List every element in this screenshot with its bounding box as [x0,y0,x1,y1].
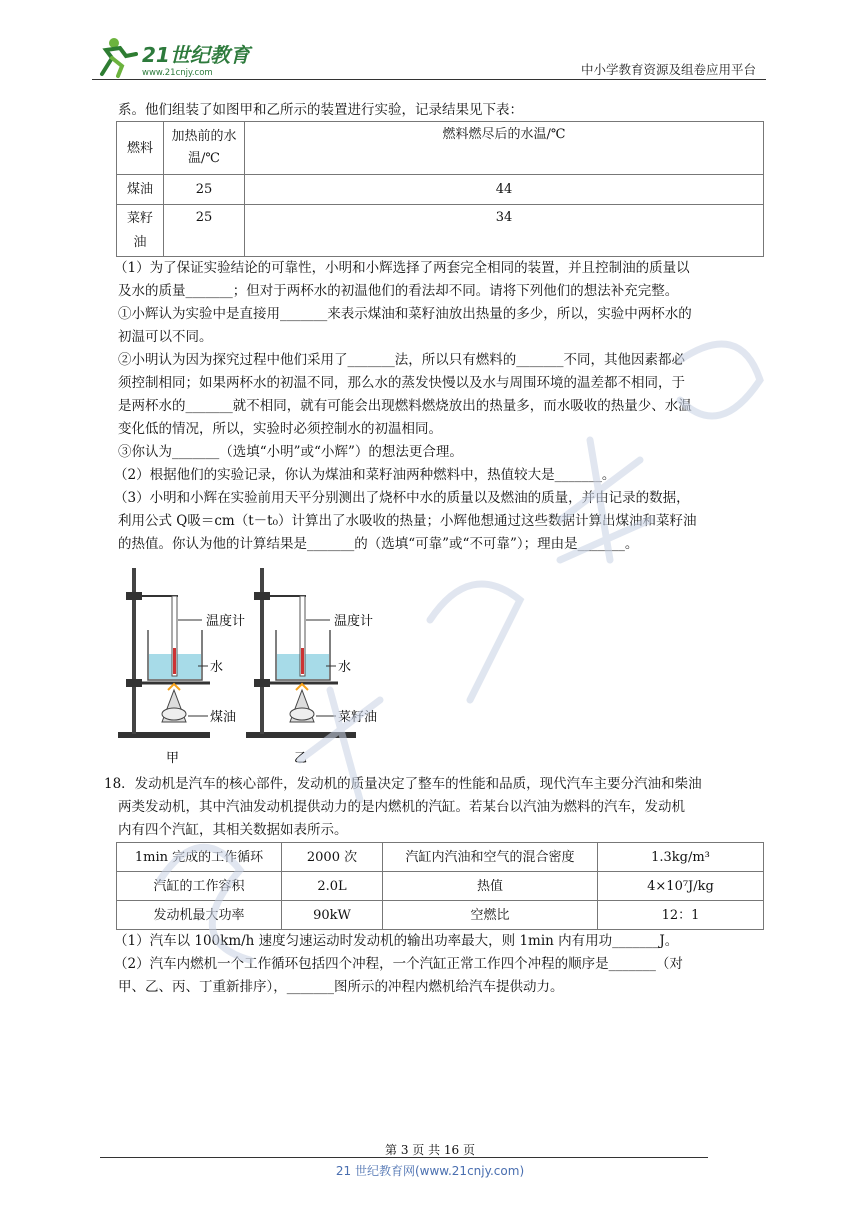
table-header-cell: 燃料燃尽后的水温/℃ [245,122,764,175]
q18-part2-line2: 甲、乙、丙、丁重新排序），_______图所示的冲程内燃机给汽车提供动力。 [118,979,564,995]
q17-opinion2-line1: ②小明认为因为探究过程中他们采用了_______法，所以只有燃料的_______不同，其他因素都必 [118,352,685,368]
table-cell: 90kW [282,901,383,930]
table-cell: 25 [164,175,245,205]
header-rule [92,79,766,80]
q18-line1: 18．发动机是汽车的核心部件，发动机的质量决定了整车的性能和品质，现代汽车主要分汽油和柴油 [104,776,702,792]
table-cell: 25 [164,205,245,257]
fuel-table [116,121,764,257]
label-water-left: 水 [210,660,224,675]
caption-left: 甲 [166,751,180,766]
label-fuel-right: 菜籽油 [338,710,378,725]
table-cell: 1.3kg/m³ [598,843,764,872]
site-logo [92,34,262,80]
label-thermometer-left: 温度计 [206,614,246,629]
label-water-right: 水 [338,660,352,675]
q17-opinion2-line4: 变化低的情况，所以，实验时必须控制水的初温相同。 [118,421,442,437]
q18-part1: （1）汽车以 100km/h 速度匀速运动时发动机的输出功率最大，则 1min 内有用功_______J。 [114,933,679,949]
table-cell: 2000 次 [282,843,383,872]
q18-line3: 内有四个汽缸，其相关数据如表所示。 [118,822,348,838]
apparatus-left [118,568,210,738]
q17-opinion2-line2: 须控制相同；如果两杯水的初温不同，那么水的蒸发快慢以及水与周围环境的温差都不相同，于 [118,375,685,391]
footer-site: 21 世纪教育网(www.21cnjy.com) [335,1164,525,1178]
table-cell: 44 [245,175,764,205]
table-cell: 热值 [383,872,598,901]
table-cell: 2.0L [282,872,383,901]
table-cell: 34 [245,205,764,257]
svg-text:21世纪教育: 21世纪教育 [142,43,250,67]
q17-part3-line3: 的热值。你认为他的计算结果是_______的（选填“可靠”或“不可靠”）；理由是_______。 [118,536,639,552]
table-header-cell: 燃料 [117,122,164,175]
table-cell: 12：1 [598,901,764,930]
table-cell: 空燃比 [383,901,598,930]
q17-opinion1-line2: 初温可以不同。 [118,329,213,345]
engine-table [116,842,764,930]
q17-opinion3: ③你认为_______（选填“小明”或“小辉”）的想法更合理。 [118,444,463,460]
q17-opinion2-line3: 是两杯水的_______就不相同，就有可能会出现燃料燃烧放出的热量多，而水吸收的热量少、水温 [118,398,692,414]
table-header-cell: 加热前的水 温/℃ [164,122,245,175]
table-cell: 1min 完成的工作循环 [117,843,282,872]
label-thermometer-right: 温度计 [334,614,374,629]
footer-rule [100,1157,708,1158]
q17-part1-line1: （1）为了保证实验结论的可靠性，小明和小辉选择了两套完全相同的装置，并且控制油的质量以 [114,260,690,276]
table-cell: 煤油 [117,175,164,205]
caption-right: 乙 [294,751,308,766]
experiment-figure [118,562,378,767]
intro-text: 系。他们组装了如图甲和乙所示的装置进行实验，记录结果见下表： [118,102,523,118]
q17-part3-line2: 利用公式 Q吸＝cm（t－t₀）计算出了水吸收的热量；小辉他想通过这些数据计算出煤油和菜籽油 [118,513,697,529]
svg-text:www.21cnjy.com: www.21cnjy.com [142,68,213,78]
platform-name: 中小学教育资源及组卷应用平台 [580,62,756,77]
table-cell: 汽缸内汽油和空气的混合密度 [383,843,598,872]
q17-part3-line1: （3）小明和小辉在实验前用天平分别测出了烧杯中水的质量以及燃油的质量，并由记录的数据， [114,490,690,506]
q17-part1-line2: 及水的质量_______；但对于两杯水的初温他们的看法却不同。请将下列他们的想法补充完整。 [118,283,679,299]
table-cell: 发动机最大功率 [117,901,282,930]
q17-part2: （2）根据他们的实验记录，你认为煤油和菜籽油两种燃料中，热值较大是_______。 [114,467,616,483]
label-fuel-left: 煤油 [210,710,237,725]
q17-opinion1-line1: ①小辉认为实验中是直接用_______来表示煤油和菜籽油放出热量的多少，所以，实验中两杯水的 [118,306,692,322]
table-cell: 菜籽 油 [117,205,164,257]
table-cell: 汽缸的工作容积 [117,872,282,901]
q18-line2: 两类发动机，其中汽油发动机提供动力的是内燃机的汽缸。若某台以汽油为燃料的汽车，发动机 [118,799,685,815]
page-number: 第 3 页 共 16 页 [385,1143,475,1157]
table-cell: 4×10⁷J/kg [598,872,764,901]
q18-part2-line1: （2）汽车内燃机一个工作循环包括四个冲程，一个汽缸正常工作四个冲程的顺序是_______（对 [114,956,683,972]
runner-icon [102,38,136,76]
